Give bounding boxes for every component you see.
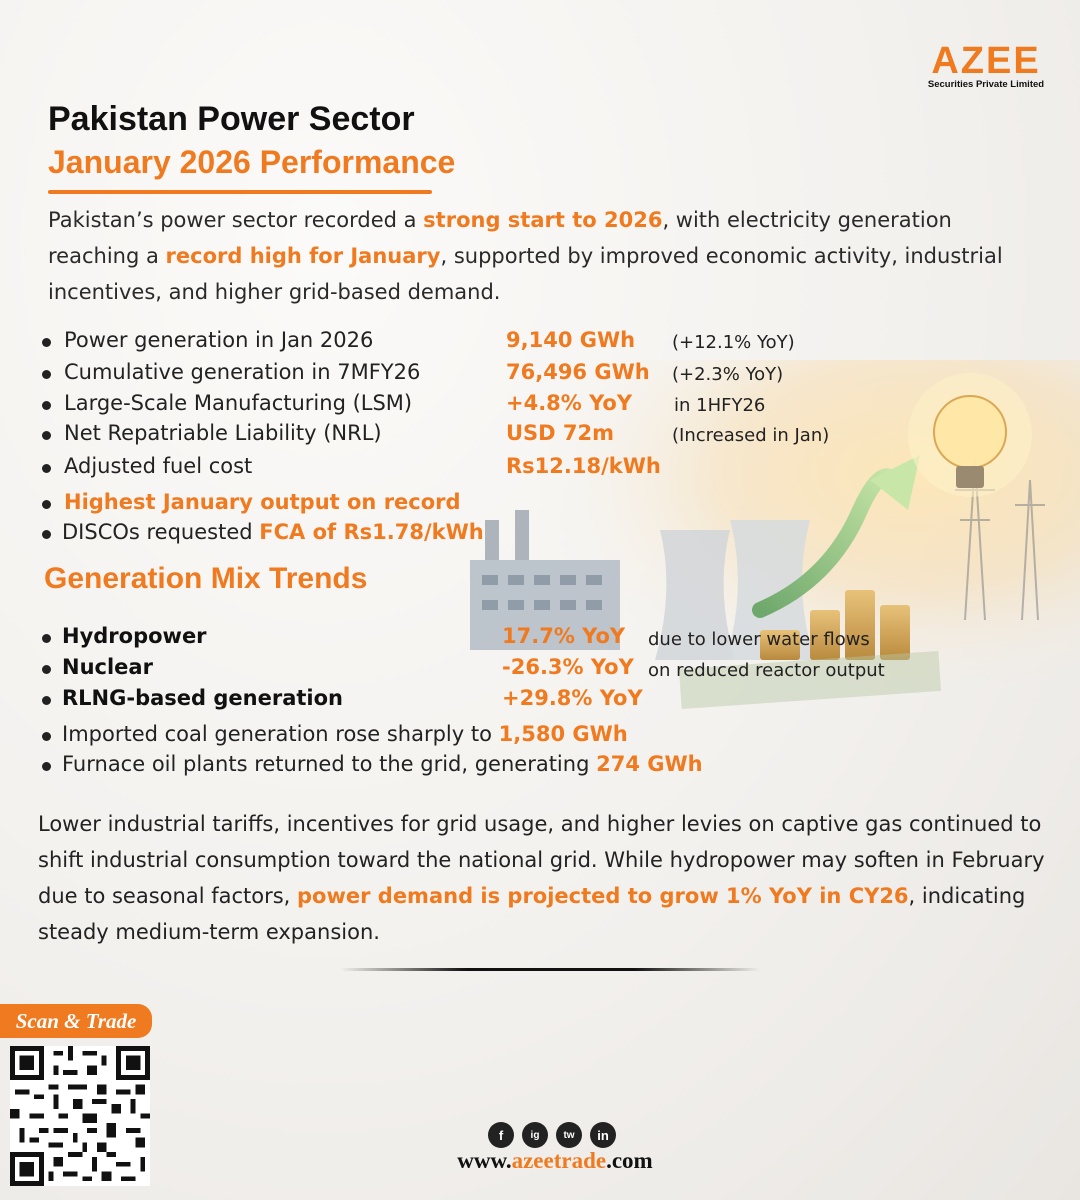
stat-value: +4.8% YoY [506, 391, 633, 415]
mix-note: on reduced reactor output [648, 660, 885, 681]
mix-row [0, 655, 1080, 683]
outlook-text-1: Lower industrial tariffs, incentives for grid usage, and higher levies on captive gas continued to shift industrial consumption toward the national grid. While hydropower may soften in February due to seasonal factors, [38, 812, 1045, 908]
stat-note: (+2.3% YoY) [672, 364, 784, 385]
instagram-icon[interactable]: ig [522, 1122, 548, 1148]
stat-row [0, 360, 1080, 388]
intro-paragraph [48, 202, 1048, 310]
page-title: Pakistan Power Sector [48, 100, 415, 138]
outlook-paragraph [38, 806, 1048, 950]
linkedin-icon[interactable]: in [590, 1122, 616, 1148]
intro-text-1: Pakistan’s power sector recorded a [48, 208, 424, 232]
bullet-icon [42, 762, 51, 771]
highlight-row [0, 490, 1080, 518]
stat-value: Rs12.18/kWh [506, 454, 661, 478]
stat-label: Power generation in Jan 2026 [64, 328, 374, 352]
mix-row [0, 752, 1080, 780]
stat-row [0, 328, 1080, 356]
stat-row [0, 421, 1080, 449]
mix-value: 17.7% YoY [502, 624, 626, 648]
bullet-icon [42, 665, 51, 674]
intro-text-2: , with electricity generation reaching a [48, 208, 952, 268]
disco-text: DISCOs requested [62, 520, 260, 544]
stat-label: Net Repatriable Liability (NRL) [64, 421, 382, 445]
stat-label: Large-Scale Manufacturing (LSM) [64, 391, 413, 415]
stat-value: 9,140 GWh [506, 328, 636, 352]
bullet-icon [42, 634, 51, 643]
mix-value: -26.3% YoY [502, 655, 634, 679]
intro-highlight-1: strong start to 2026 [423, 208, 663, 232]
stat-label: Adjusted fuel cost [64, 454, 253, 478]
bullet-icon [42, 401, 51, 410]
intro-text-3: , supported by improved economic activity, industrial incentives, and higher grid-based demand. [48, 244, 1003, 304]
furnace-oil-text: Furnace oil plants returned to the grid, generating [62, 752, 597, 776]
bullet-icon [42, 530, 51, 539]
page-subtitle: January 2026 Performance [48, 144, 456, 180]
disco-value: FCA of Rs1.78/kWh [259, 520, 484, 544]
coal-value: 1,580 GWh [498, 722, 628, 746]
bullet-icon [42, 500, 51, 509]
stat-value: 76,496 GWh [506, 360, 650, 384]
logo-wordmark [926, 42, 1046, 80]
highlight-row [0, 520, 1080, 548]
intro-highlight-2: record high for January [165, 244, 441, 268]
mix-value: +29.8% YoY [502, 686, 643, 710]
stat-value: USD 72m [506, 421, 615, 445]
qr-code[interactable] [10, 1046, 150, 1186]
stat-note: in 1HFY26 [674, 395, 766, 416]
twitter-icon[interactable]: tw [556, 1122, 582, 1148]
bullet-icon [42, 732, 51, 741]
mix-note: due to lower water flows [648, 629, 870, 650]
mix-label: Nuclear [62, 655, 153, 679]
social-links [488, 1122, 616, 1148]
scan-trade-badge: Scan & Trade [0, 1004, 152, 1038]
mix-row [0, 722, 1080, 750]
coal-text: Imported coal generation rose sharply to [62, 722, 499, 746]
outlook-text-2: , indicating steady medium-term expansion. [38, 884, 1026, 944]
brand-logo [926, 42, 1046, 90]
facebook-icon[interactable]: f [488, 1122, 514, 1148]
logo-subtitle: Securities Private Limited [927, 79, 1045, 90]
url-prefix: www. [457, 1148, 512, 1173]
section-heading: Generation Mix Trends [44, 562, 368, 595]
furnace-oil-value: 274 GWh [596, 752, 703, 776]
stat-label: Cumulative generation in 7MFY26 [64, 360, 421, 384]
logo-text: AZEE [931, 40, 1041, 82]
bullet-icon [42, 338, 51, 347]
bullet-icon [42, 370, 51, 379]
stat-note: (+12.1% YoY) [672, 332, 795, 353]
mix-label: Hydropower [62, 624, 207, 648]
stat-row [0, 391, 1080, 419]
mix-row [0, 624, 1080, 652]
record-highlight: Highest January output on record [64, 490, 461, 514]
stat-note: (Increased in Jan) [672, 425, 830, 446]
outlook-highlight: power demand is projected to grow 1% YoY in CY26 [297, 884, 909, 908]
url-brand: azeetrade [511, 1148, 607, 1173]
mix-label: RLNG-based generation [62, 686, 343, 710]
website-link[interactable] [390, 1148, 720, 1174]
bullet-icon [42, 696, 51, 705]
bullet-icon [42, 464, 51, 473]
divider [340, 968, 760, 971]
stat-row [0, 454, 1080, 482]
url-suffix: .com [606, 1148, 653, 1173]
title-underline [48, 190, 432, 194]
bullet-icon [42, 431, 51, 440]
mix-row [0, 686, 1080, 714]
